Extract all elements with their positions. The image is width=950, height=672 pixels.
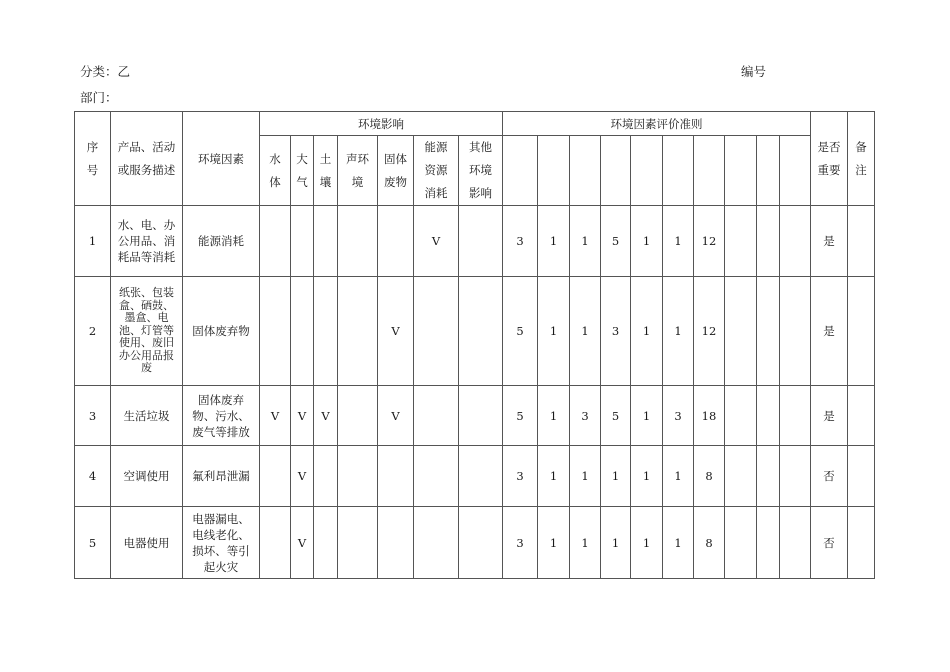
table-row <box>75 386 875 446</box>
impact-cell <box>459 386 503 446</box>
impact-noise-header: 声环境 <box>338 136 378 206</box>
impact-cell: V <box>291 446 314 507</box>
score-cell: 3 <box>601 277 631 386</box>
criteria-col <box>631 136 663 206</box>
impact-cell <box>260 206 291 277</box>
score-cell: 1 <box>538 446 570 507</box>
row-product: 空调使用 <box>111 446 183 507</box>
impact-solid-waste-header: 固体废物 <box>378 136 414 206</box>
environmental-factor-table <box>74 111 875 579</box>
score-cell: 3 <box>503 507 538 579</box>
score-cell <box>757 446 780 507</box>
criteria-col <box>570 136 601 206</box>
impact-cell <box>459 507 503 579</box>
score-cell: 1 <box>631 446 663 507</box>
score-cell: 1 <box>601 446 631 507</box>
row-factor: 氟利昂泄漏 <box>183 446 260 507</box>
criteria-col <box>538 136 570 206</box>
col-remark-header: 备注 <box>848 112 875 206</box>
impact-cell <box>378 507 414 579</box>
impact-cell <box>338 386 378 446</box>
score-cell <box>780 386 811 446</box>
score-cell: 1 <box>631 277 663 386</box>
score-cell: 1 <box>663 206 694 277</box>
table-row <box>75 507 875 579</box>
impact-group-header: 环境影响 <box>260 112 503 136</box>
score-cell: 3 <box>503 206 538 277</box>
score-cell <box>757 206 780 277</box>
impact-cell <box>414 446 459 507</box>
impact-cell: V <box>378 277 414 386</box>
impact-soil-header: 土壤 <box>314 136 338 206</box>
score-cell <box>725 446 757 507</box>
impact-cell <box>459 446 503 507</box>
impact-cell: V <box>314 386 338 446</box>
table-row <box>75 277 875 386</box>
score-cell: 1 <box>663 446 694 507</box>
impact-cell <box>338 277 378 386</box>
row-product: 电器使用 <box>111 507 183 579</box>
score-cell <box>725 206 757 277</box>
score-cell: 5 <box>503 277 538 386</box>
col-product-header: 产品、活动或服务描述 <box>111 112 183 206</box>
score-cell <box>780 277 811 386</box>
row-important: 否 <box>811 507 848 579</box>
row-product: 纸张、包装盒、硒鼓、墨盒、电池、灯管等使用、废旧办公用品报废 <box>111 277 183 386</box>
score-total: 12 <box>694 277 725 386</box>
score-cell: 5 <box>503 386 538 446</box>
impact-cell <box>260 277 291 386</box>
row-important: 是 <box>811 277 848 386</box>
impact-cell <box>378 446 414 507</box>
score-cell: 1 <box>538 277 570 386</box>
row-product: 水、电、办公用品、消耗品等消耗 <box>111 206 183 277</box>
impact-cell <box>338 446 378 507</box>
criteria-col <box>694 136 725 206</box>
impact-cell: V <box>291 507 314 579</box>
score-cell: 1 <box>663 277 694 386</box>
row-factor: 固体废弃物、污水、废气等排放 <box>183 386 260 446</box>
col-factor-header: 环境因素 <box>183 112 260 206</box>
criteria-group-header: 环境因素评价准则 <box>503 112 811 136</box>
impact-cell <box>414 277 459 386</box>
row-important: 是 <box>811 386 848 446</box>
score-cell <box>725 386 757 446</box>
impact-cell <box>291 206 314 277</box>
row-factor: 电器漏电、电线老化、损坏、等引起火灾 <box>183 507 260 579</box>
score-cell: 1 <box>538 206 570 277</box>
score-cell: 3 <box>570 386 601 446</box>
criteria-col <box>757 136 780 206</box>
score-total: 8 <box>694 507 725 579</box>
impact-cell <box>338 507 378 579</box>
impact-cell <box>414 386 459 446</box>
row-important: 是 <box>811 206 848 277</box>
score-cell: 1 <box>570 507 601 579</box>
score-total: 18 <box>694 386 725 446</box>
impact-cell <box>414 507 459 579</box>
row-remark <box>848 507 875 579</box>
impact-cell <box>314 277 338 386</box>
impact-air-header: 大气 <box>291 136 314 206</box>
score-cell <box>725 507 757 579</box>
score-cell: 5 <box>601 386 631 446</box>
row-remark <box>848 386 875 446</box>
row-important: 否 <box>811 446 848 507</box>
impact-cell <box>260 446 291 507</box>
score-cell: 1 <box>570 206 601 277</box>
score-cell <box>725 277 757 386</box>
score-cell: 1 <box>631 507 663 579</box>
row-product: 生活垃圾 <box>111 386 183 446</box>
score-cell: 5 <box>601 206 631 277</box>
table-row <box>75 446 875 507</box>
score-total: 8 <box>694 446 725 507</box>
row-seq: 5 <box>75 507 111 579</box>
score-cell <box>757 386 780 446</box>
impact-cell: V <box>378 386 414 446</box>
header-row-1 <box>75 112 875 136</box>
score-cell <box>757 507 780 579</box>
criteria-col <box>503 136 538 206</box>
impact-cell <box>314 206 338 277</box>
score-total: 12 <box>694 206 725 277</box>
score-cell: 1 <box>631 386 663 446</box>
impact-energy-header: 能源资源消耗 <box>414 136 459 206</box>
score-cell: 1 <box>570 446 601 507</box>
impact-cell <box>291 277 314 386</box>
row-seq: 2 <box>75 277 111 386</box>
row-remark <box>848 206 875 277</box>
score-cell <box>757 277 780 386</box>
score-cell: 1 <box>601 507 631 579</box>
impact-water-header: 水体 <box>260 136 291 206</box>
row-seq: 1 <box>75 206 111 277</box>
score-cell <box>780 206 811 277</box>
row-seq: 4 <box>75 446 111 507</box>
number-label: 编号 <box>741 64 767 79</box>
score-cell: 1 <box>538 507 570 579</box>
category-label: 分类：乙 <box>80 64 131 79</box>
impact-cell: V <box>291 386 314 446</box>
impact-cell: V <box>260 386 291 446</box>
score-cell: 1 <box>538 386 570 446</box>
score-cell: 1 <box>631 206 663 277</box>
row-factor: 固体废弃物 <box>183 277 260 386</box>
impact-other-header: 其他环境影响 <box>459 136 503 206</box>
impact-cell <box>459 277 503 386</box>
row-seq: 3 <box>75 386 111 446</box>
score-cell: 1 <box>663 507 694 579</box>
row-remark <box>848 446 875 507</box>
score-cell: 3 <box>503 446 538 507</box>
department-label: 部门： <box>80 90 118 105</box>
impact-cell <box>378 206 414 277</box>
criteria-col <box>601 136 631 206</box>
score-cell: 1 <box>570 277 601 386</box>
impact-cell: V <box>414 206 459 277</box>
row-remark <box>848 277 875 386</box>
criteria-col <box>780 136 811 206</box>
impact-cell <box>459 206 503 277</box>
criteria-col <box>725 136 757 206</box>
table-row <box>75 206 875 277</box>
score-cell <box>780 446 811 507</box>
col-important-header: 是否重要 <box>811 112 848 206</box>
impact-cell <box>260 507 291 579</box>
score-cell: 3 <box>663 386 694 446</box>
col-seq-header: 序号 <box>75 112 111 206</box>
impact-cell <box>314 446 338 507</box>
row-factor: 能源消耗 <box>183 206 260 277</box>
impact-cell <box>314 507 338 579</box>
impact-cell <box>338 206 378 277</box>
score-cell <box>780 507 811 579</box>
criteria-col <box>663 136 694 206</box>
